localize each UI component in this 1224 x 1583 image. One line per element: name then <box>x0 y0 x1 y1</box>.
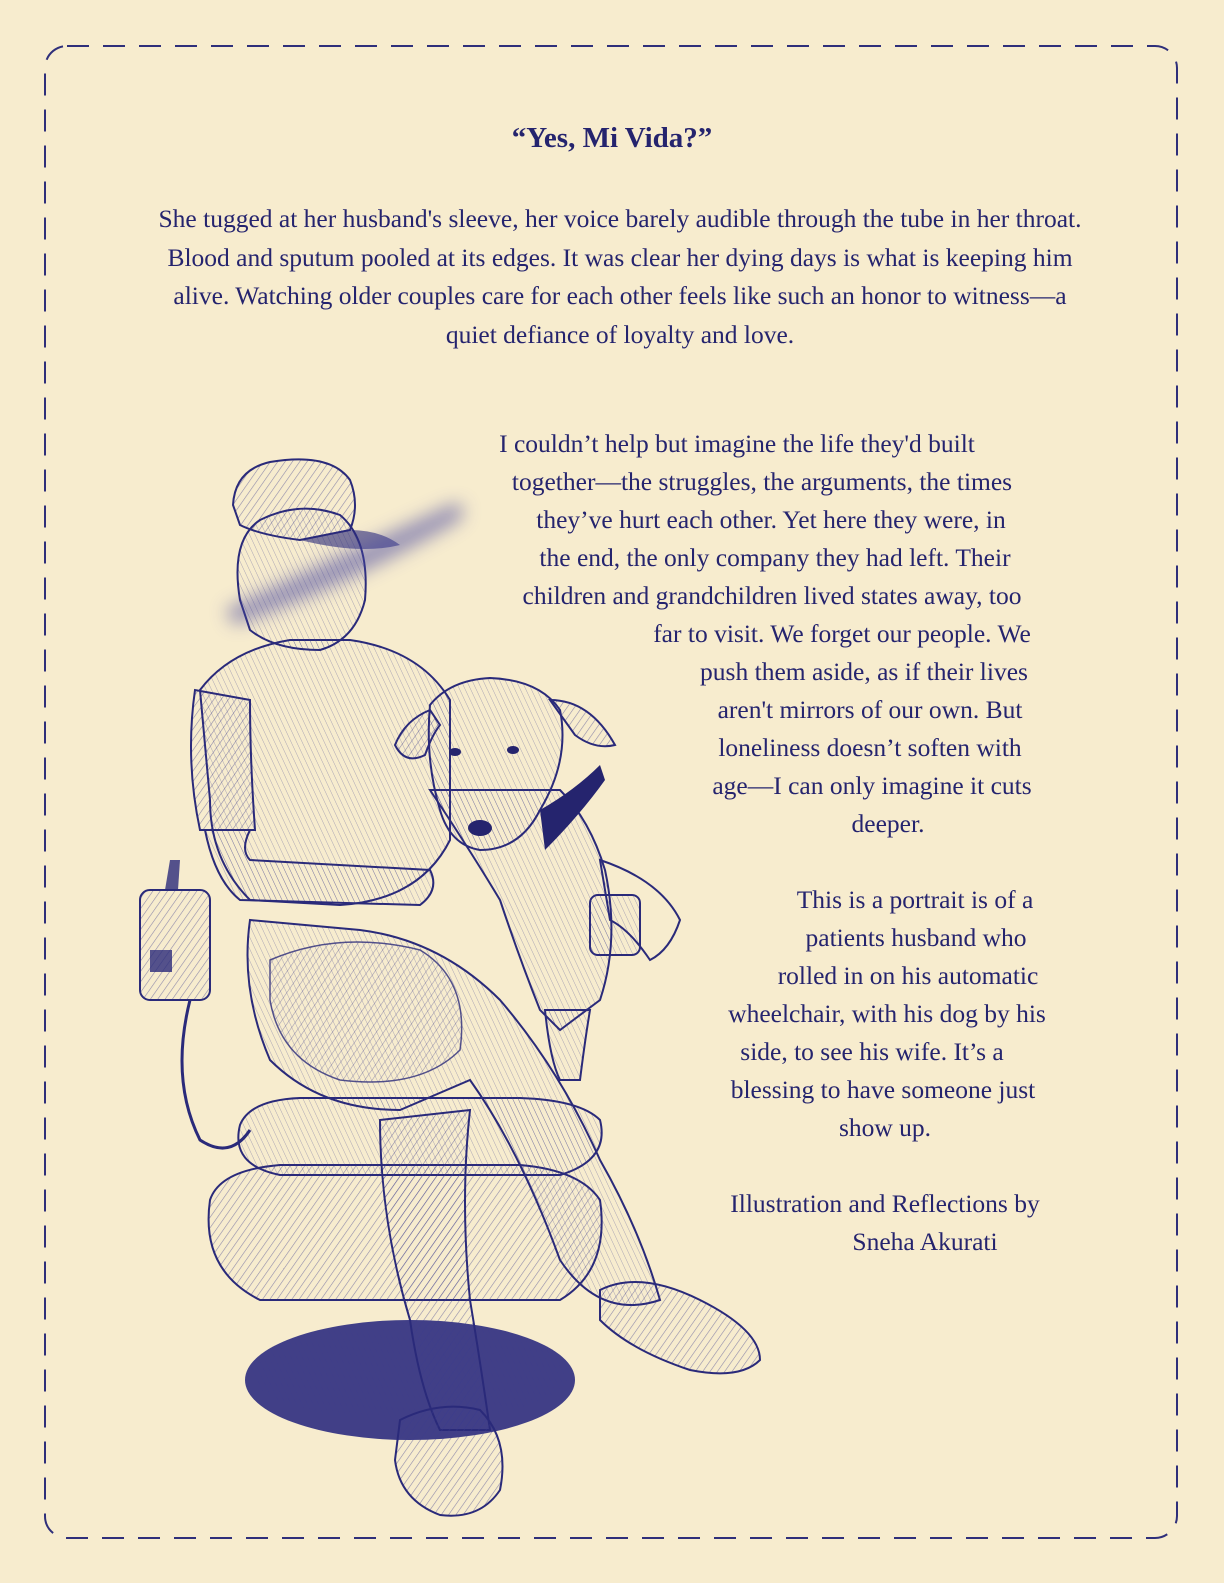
credit-line: Illustration and Reflections by <box>730 1189 1040 1218</box>
portrait-line: side, to see his wife. It’s a <box>740 1037 1004 1066</box>
reflection-line: the end, the only company they had left. Their <box>539 543 1011 572</box>
intro-paragraph: She tugged at her husband's sleeve, her voice barely audible through the tube in her throat. Blood and sputum pooled at its edges. It was clear her dying days is what is keeping him alive. Watching older couples care for each other feels like such an honor to witness—a quiet defiance of loyalty and love. <box>158 204 1082 349</box>
reflection-line: they’ve hurt each other. Yet here they were, in <box>536 505 1006 534</box>
portrait-line: show up. <box>838 1113 932 1142</box>
reflection-line: aren't mirrors of our own. But <box>717 695 1023 724</box>
reflection-line: loneliness doesn’t soften with <box>718 733 1022 762</box>
portrait-line: patients husband who <box>805 923 1027 952</box>
reflection-line: I couldn’t help but imagine the life they'd built <box>499 429 975 458</box>
author-name: Sneha Akurati <box>852 1227 998 1256</box>
portrait-line: blessing to have someone just <box>730 1075 1036 1104</box>
reflection-line: together—the struggles, the arguments, the times <box>511 467 1013 496</box>
page-title: “Yes, Mi Vida?” <box>511 122 713 154</box>
portrait-line: rolled in on his automatic <box>777 961 1039 990</box>
portrait-line: This is a portrait is of a <box>796 885 1034 914</box>
reflection-line: age—I can only imagine it cuts <box>712 771 1032 800</box>
reflection-line: deeper. <box>851 809 925 838</box>
portrait-line: wheelchair, with his dog by his <box>728 999 1046 1028</box>
reflection-line: far to visit. We forget our people. We <box>653 619 1031 648</box>
reflection-line: push them aside, as if their lives <box>700 657 1028 686</box>
reflection-line: children and grandchildren lived states away, too <box>522 581 1022 610</box>
